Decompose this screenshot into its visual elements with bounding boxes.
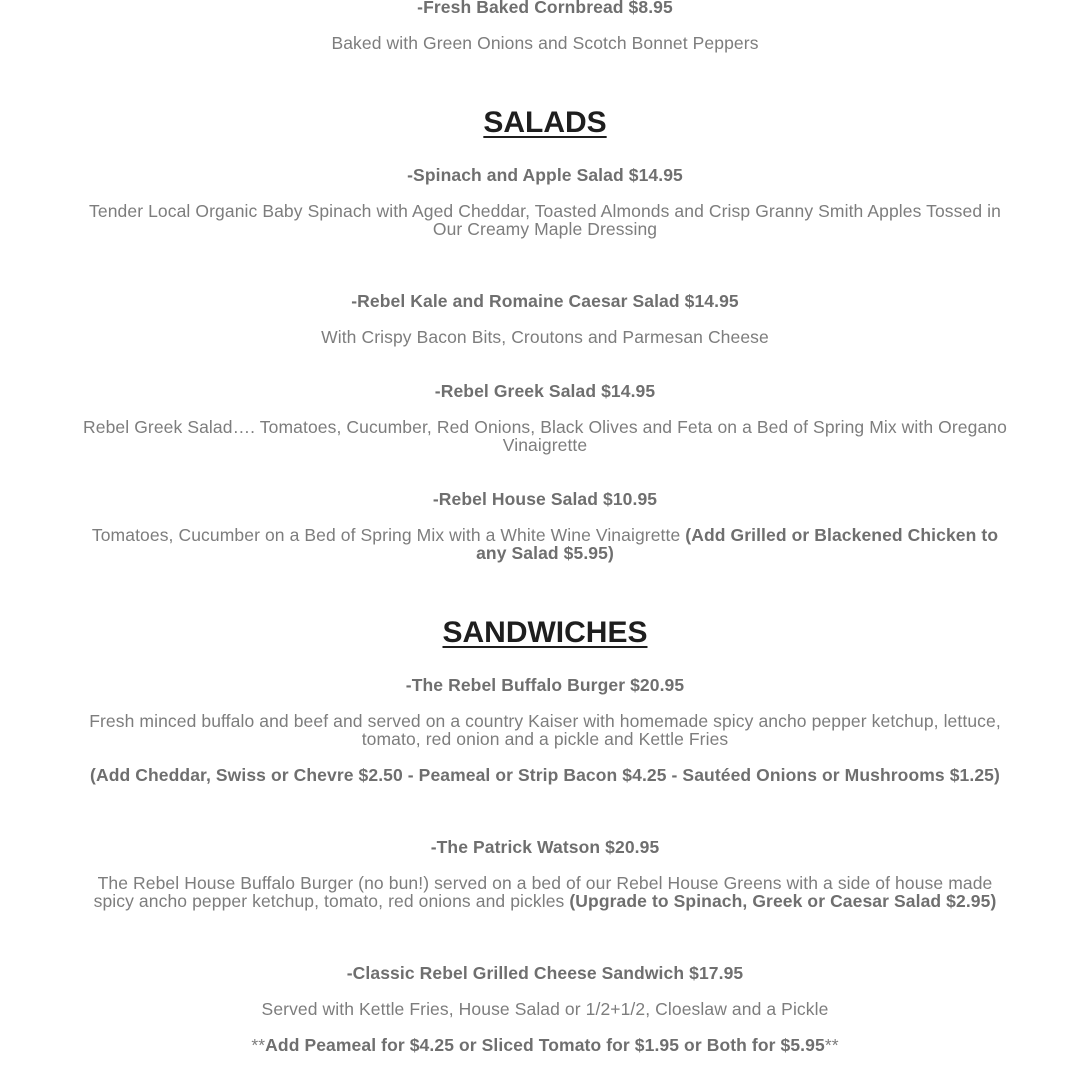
- add-on-note: (Upgrade to Spinach, Greek or Caesar Salad $2.95): [569, 891, 997, 911]
- section-heading-salads: SALADS: [483, 106, 607, 139]
- add-on-note: any Salad $5.95): [476, 543, 614, 563]
- description-text: Tomatoes, Cucumber on a Bed of Spring Mix with a White Wine Vinaigrette: [91, 525, 686, 545]
- section-heading-sandwiches: SANDWICHES: [442, 616, 648, 649]
- note-marker: **: [824, 1035, 839, 1055]
- menu-item-description: [30, 892, 1060, 910]
- menu-item-title: -The Patrick Watson $20.95: [430, 837, 660, 857]
- menu-item-description: Rebel Greek Salad…. Tomatoes, Cucumber, Red Onions, Black Olives and Feta on a Bed of Spring Mix with Oregano: [83, 417, 1007, 437]
- add-on-note-text: Add Peameal for $4.25 or Sliced Tomato for $1.95 or Both for $5.95: [265, 1035, 825, 1055]
- add-on-note: (Add Cheddar, Swiss or Chevre $2.50 - Peameal or Strip Bacon $4.25 - Sautéed Onions or Mushrooms $1.25): [90, 765, 1000, 785]
- menu-item-description: Vinaigrette: [502, 435, 588, 455]
- menu-item-title: -Fresh Baked Cornbread $8.95: [417, 0, 673, 17]
- menu-item-description: Served with Kettle Fries, House Salad or 1/2+1/2, Cloeslaw and a Pickle: [261, 999, 829, 1019]
- menu-item-description: Fresh minced buffalo and beef and served on a country Kaiser with homemade spicy ancho pepper ketchup, lettuce,: [89, 711, 1001, 731]
- add-on-note: [30, 1036, 1060, 1054]
- menu-item-title: -Rebel House Salad $10.95: [432, 489, 658, 509]
- menu-item-description: [30, 526, 1060, 544]
- menu-item-description: Our Creamy Maple Dressing: [432, 219, 658, 239]
- description-text: spicy ancho pepper ketchup, tomato, red onions and pickles: [93, 891, 570, 911]
- menu-item-description: The Rebel House Buffalo Burger (no bun!) served on a bed of our Rebel House Greens with a side of house made: [97, 873, 993, 893]
- menu-item-title: -Spinach and Apple Salad $14.95: [407, 165, 683, 185]
- menu-item-description: Tender Local Organic Baby Spinach with Aged Cheddar, Toasted Almonds and Crisp Granny Smith Apples Tossed in: [89, 201, 1001, 221]
- note-marker: **: [251, 1035, 266, 1055]
- menu-item-description: Baked with Green Onions and Scotch Bonnet Peppers: [331, 33, 759, 53]
- menu-item-title: -Classic Rebel Grilled Cheese Sandwich $17.95: [346, 963, 744, 983]
- menu-item-description: tomato, red onion and a pickle and Kettle Fries: [361, 729, 729, 749]
- menu-item-title: -Rebel Kale and Romaine Caesar Salad $14.95: [351, 291, 739, 311]
- add-on-note: (Add Grilled or Blackened Chicken to: [685, 525, 999, 545]
- menu-item-title: -The Rebel Buffalo Burger $20.95: [405, 675, 685, 695]
- menu-item-description: With Crispy Bacon Bits, Croutons and Parmesan Cheese: [321, 327, 769, 347]
- menu-item-title: -Rebel Greek Salad $14.95: [434, 381, 656, 401]
